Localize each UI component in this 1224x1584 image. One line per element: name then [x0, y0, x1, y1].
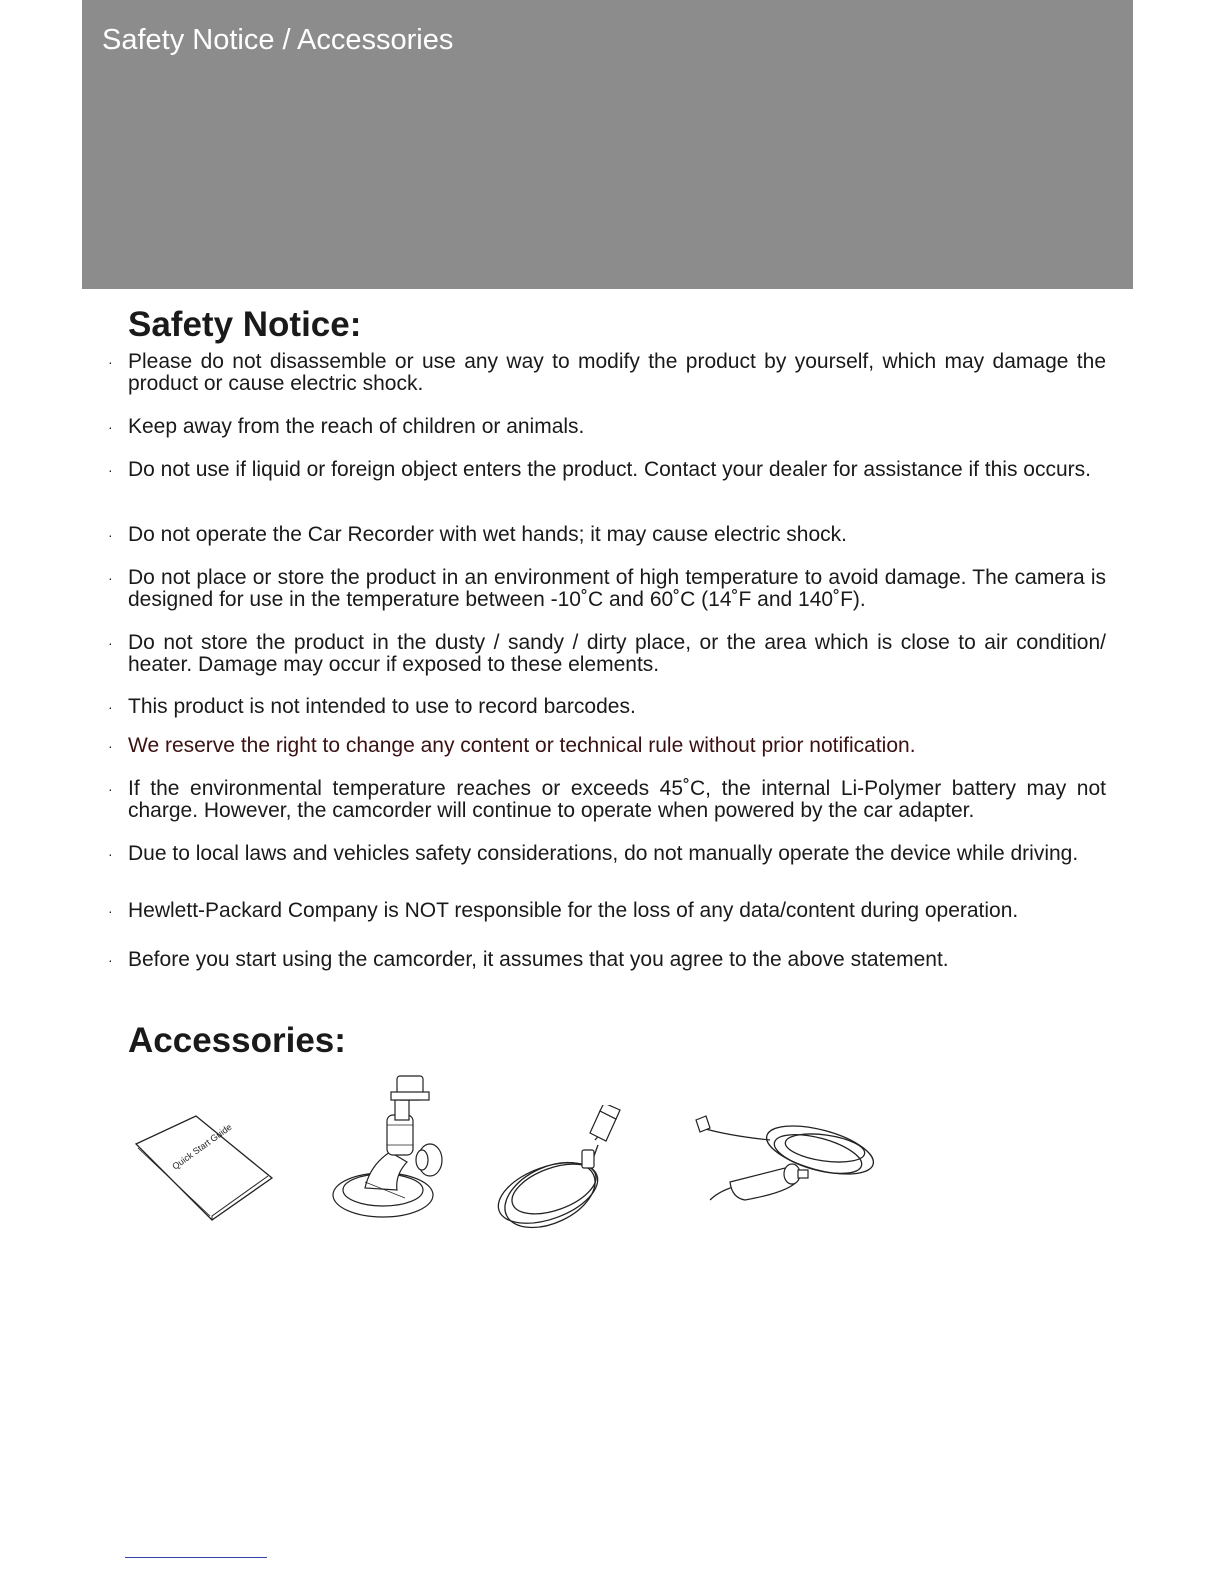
quick-start-guide-image: [130, 1110, 280, 1225]
bullet: ·: [108, 354, 113, 370]
bullet: ·: [108, 699, 113, 715]
car-adapter-image: [690, 1110, 885, 1215]
page-title: Safety Notice / Accessories: [102, 24, 454, 56]
guide-label: Quick Start Guide: [170, 1121, 234, 1172]
bullet: ·: [108, 419, 113, 435]
notice-text: Please do not disassemble or use any way to modify the product by yourself, which may damage the product or cause electric shock.: [128, 350, 1106, 395]
notice-text: This product is not intended to use to record barcodes.: [128, 695, 636, 718]
safety-notice-heading: Safety Notice:: [128, 305, 362, 344]
notice-text: Do not use if liquid or foreign object enters the product. Contact your dealer for assistance if this occurs.: [128, 458, 1091, 481]
usb-cable-image: [490, 1105, 640, 1230]
bullet: ·: [108, 570, 113, 586]
notice-text: Before you start using the camcorder, it assumes that you agree to the above statement.: [128, 948, 949, 971]
bullet: ·: [108, 781, 113, 797]
notice-text: Keep away from the reach of children or animals.: [128, 415, 585, 438]
bullet: ·: [108, 738, 113, 754]
bullet: ·: [108, 846, 113, 862]
bullet: ·: [108, 462, 113, 478]
notice-text: Do not store the product in the dusty / sandy / dirty place, or the area which is close to air condition/ heater. Damage may occur if exposed to these elements.: [128, 631, 1106, 676]
notice-text: We reserve the right to change any content or technical rule without prior notification.: [128, 734, 916, 757]
notice-text: Due to local laws and vehicles safety considerations, do not manually operate the device while driving.: [128, 842, 1079, 865]
bullet: ·: [108, 635, 113, 651]
notice-text: If the environmental temperature reaches or exceeds 45˚C, the internal Li-Polymer battery may not charge. However, the camcorder will continue to operate when powered by the car adapter.: [128, 777, 1106, 822]
bullet: ·: [108, 903, 113, 919]
bullet: ·: [108, 952, 113, 968]
bullet: ·: [108, 527, 113, 543]
suction-mount-image: [325, 1070, 450, 1225]
notice-text: Do not place or store the product in an environment of high temperature to avoid damage. The camera is designed for use in the temperature between -10˚C and 60˚C (14˚F and 140˚F).: [128, 566, 1106, 611]
notice-text: Do not operate the Car Recorder with wet hands; it may cause electric shock.: [128, 523, 848, 546]
accessories-heading: Accessories:: [128, 1021, 346, 1060]
footer-rule: [125, 1557, 267, 1558]
notice-text: Hewlett-Packard Company is NOT responsible for the loss of any data/content during operation.: [128, 899, 1019, 922]
